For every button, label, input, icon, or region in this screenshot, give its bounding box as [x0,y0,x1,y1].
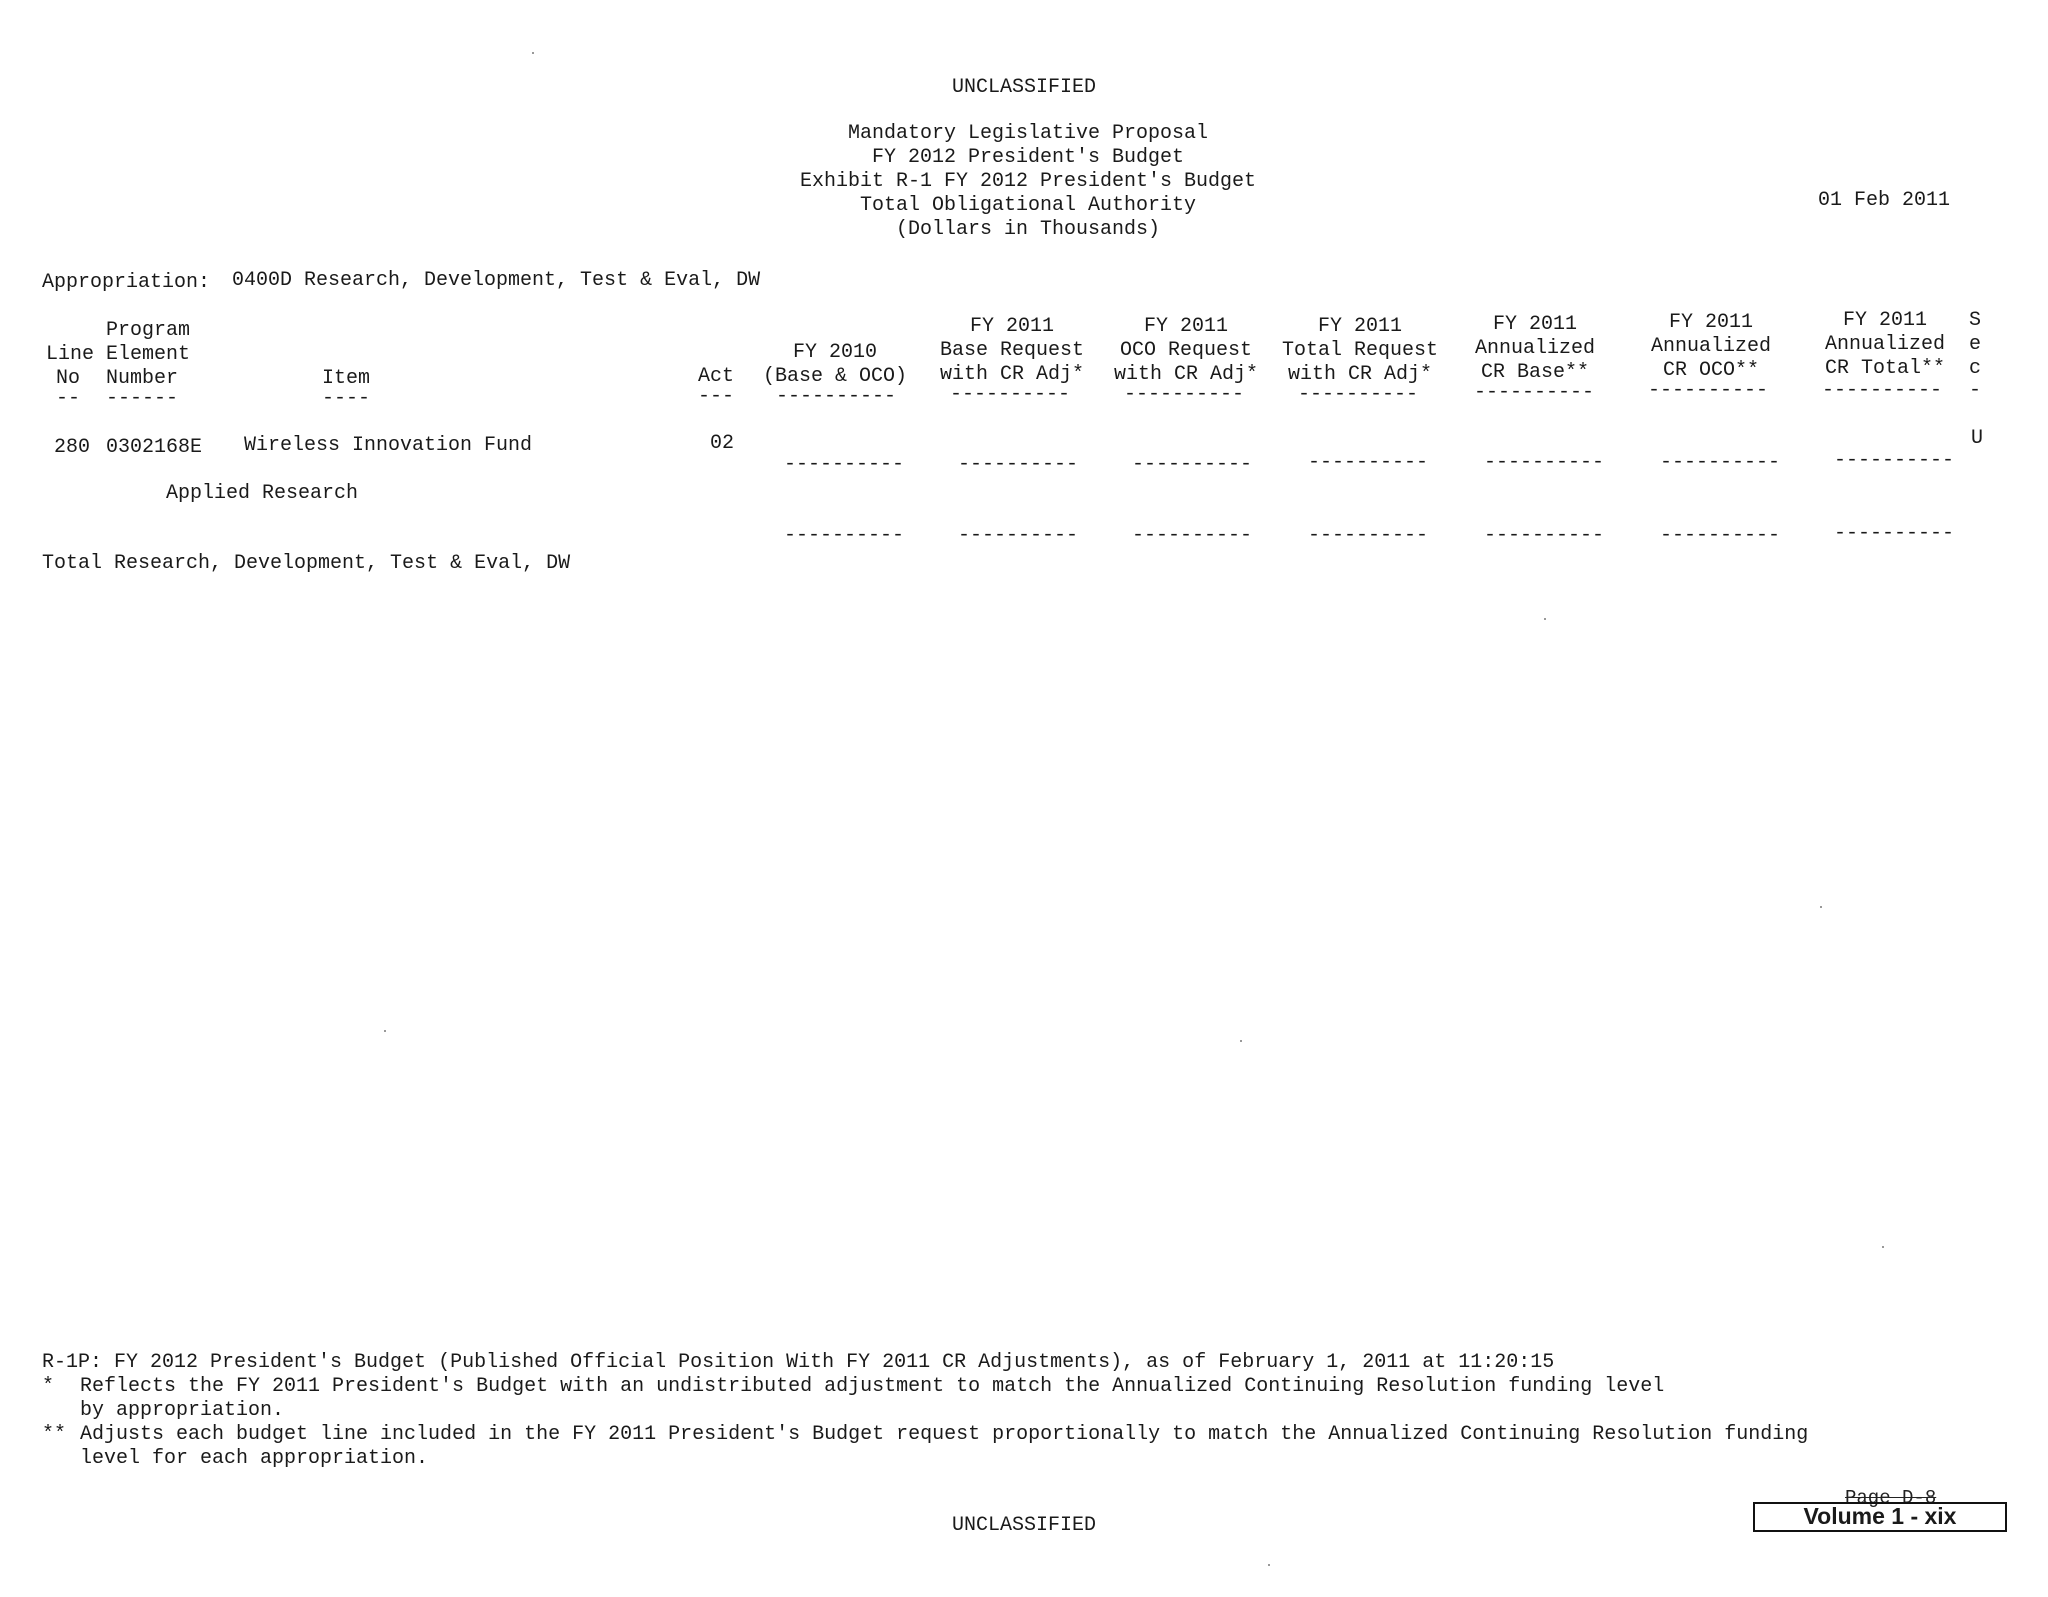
title-line-3: Exhibit R-1 FY 2012 President's Budget [799,170,1257,193]
footnote-2-line-1: Adjusts each budget line included in the FY 2011 President's Budget request proportionally to match the Annualized Continuing Resolution funding [80,1423,1809,1446]
row-sec: U [1971,427,1984,450]
row-pe-number: 0302168E [106,436,203,459]
col-header-fy2011-base-3: with CR Adj* [939,363,1085,386]
total-dash-fy2011-oco: ---------- [1132,524,1253,547]
total-dash-fy2010: ---------- [784,524,905,547]
row-dash-fy2011-total: ---------- [1308,451,1429,474]
row-dash-ann-oco: ---------- [1660,451,1781,474]
col-header-sec-2: e [1969,333,1982,356]
appropriation-value: 0400D Research, Development, Test & Eval, DW [232,269,761,292]
col-header-pe-1: Program [106,319,191,342]
underline-ann-oco: ---------- [1648,379,1769,402]
footnote-1-line-2: by appropriation. [80,1399,285,1422]
scan-speck [532,52,534,54]
row-dash-fy2011-base: ---------- [958,453,1079,476]
col-header-pe-3: Number [106,367,179,390]
col-header-sec-3: c [1969,357,1982,380]
total-dash-fy2011-base: ---------- [958,524,1079,547]
scan-speck [384,1030,386,1032]
total-dash-ann-base: ---------- [1484,524,1605,547]
col-header-fy2010-1: FY 2010 [792,341,877,364]
underline-act: --- [698,385,735,408]
underline-ann-total: ---------- [1822,379,1943,402]
scan-speck [1882,1246,1884,1248]
underline-fy2011-total: ---------- [1298,383,1419,406]
footnote-1-line-1: Reflects the FY 2011 President's Budget with an undistributed adjustment to match the Annualized Continuing Resolution funding level [80,1375,1665,1398]
underline-item: ---- [322,387,371,410]
appropriation-label: Appropriation: [42,271,211,294]
underline-line-no: -- [56,387,81,410]
col-header-fy2011-total-3: with CR Adj* [1287,363,1433,386]
row-dash-fy2010: ---------- [784,453,905,476]
underline-fy2010: ---------- [776,385,897,408]
row-item: Wireless Innovation Fund [244,434,533,457]
footnote-1-marker: * [42,1375,55,1398]
col-header-fy2011-total-2: Total Request [1281,339,1439,362]
footnote-r1p: R-1P: FY 2012 President's Budget (Published Official Position With FY 2011 CR Adjustments), as of February 1, 2011 at 11:20:15 [42,1351,1555,1374]
total-dash-fy2011-total: ---------- [1308,524,1429,547]
col-header-fy2011-oco-3: with CR Adj* [1113,363,1259,386]
underline-fy2011-oco: ---------- [1124,383,1245,406]
underline-pe-number: ------ [106,387,179,410]
row-dash-ann-base: ---------- [1484,451,1605,474]
col-header-ann-base-2: Annualized [1474,337,1596,360]
total-dash-ann-oco: ---------- [1660,524,1781,547]
total-dash-ann-total: ---------- [1834,522,1955,545]
col-header-ann-base-1: FY 2011 [1492,313,1577,336]
row-dash-ann-total: ---------- [1834,449,1955,472]
subtotal-label: Applied Research [166,482,359,505]
underline-sec: - [1969,379,1982,402]
col-header-line-no-2: No [55,367,80,390]
col-header-fy2010-2: (Base & OCO) [762,365,908,388]
col-header-fy2011-oco-2: OCO Request [1119,339,1253,362]
col-header-ann-total-2: Annualized [1824,333,1946,356]
col-header-item: Item [322,367,371,390]
scan-speck [1820,906,1822,908]
col-header-fy2011-base-2: Base Request [939,339,1085,362]
title-line-1: Mandatory Legislative Proposal [847,122,1209,145]
col-header-ann-oco-3: CR OCO** [1662,359,1759,382]
underline-ann-base: ---------- [1474,381,1595,404]
col-header-fy2011-oco-1: FY 2011 [1143,315,1228,338]
col-header-ann-total-3: CR Total** [1824,357,1946,380]
classification-bottom: UNCLASSIFIED [951,1514,1097,1537]
scan-speck [1544,618,1546,620]
col-header-ann-oco-1: FY 2011 [1668,311,1753,334]
classification-top: UNCLASSIFIED [951,76,1097,99]
underline-fy2011-base: ---------- [950,383,1071,406]
total-label: Total Research, Development, Test & Eval, DW [42,552,571,575]
page-id: Page D-8 [1845,1487,1937,1509]
col-header-fy2011-base-1: FY 2011 [969,315,1054,338]
report-date: 01 Feb 2011 [1818,189,1951,212]
col-header-pe-2: Element [106,343,191,366]
footnote-2-marker: ** [42,1423,67,1446]
title-line-2: FY 2012 President's Budget [871,146,1185,169]
row-line-no: 280 [54,436,91,459]
scan-speck [1240,1040,1242,1042]
title-line-5: (Dollars in Thousands) [895,218,1161,241]
footnote-2-line-2: level for each appropriation. [80,1447,429,1470]
scan-speck [1268,1564,1270,1566]
col-header-line-no-1: Line [45,343,94,366]
volume-label: Volume 1 - xix [1803,1503,1957,1529]
col-header-act: Act [698,365,735,388]
col-header-fy2011-total-1: FY 2011 [1317,315,1402,338]
col-header-sec-1: S [1969,309,1982,332]
col-header-ann-total-1: FY 2011 [1842,309,1927,332]
row-act: 02 [710,432,735,455]
col-header-ann-base-3: CR Base** [1480,361,1590,384]
col-header-ann-oco-2: Annualized [1650,335,1772,358]
row-dash-fy2011-oco: ---------- [1132,453,1253,476]
title-line-4: Total Obligational Authority [859,194,1197,217]
